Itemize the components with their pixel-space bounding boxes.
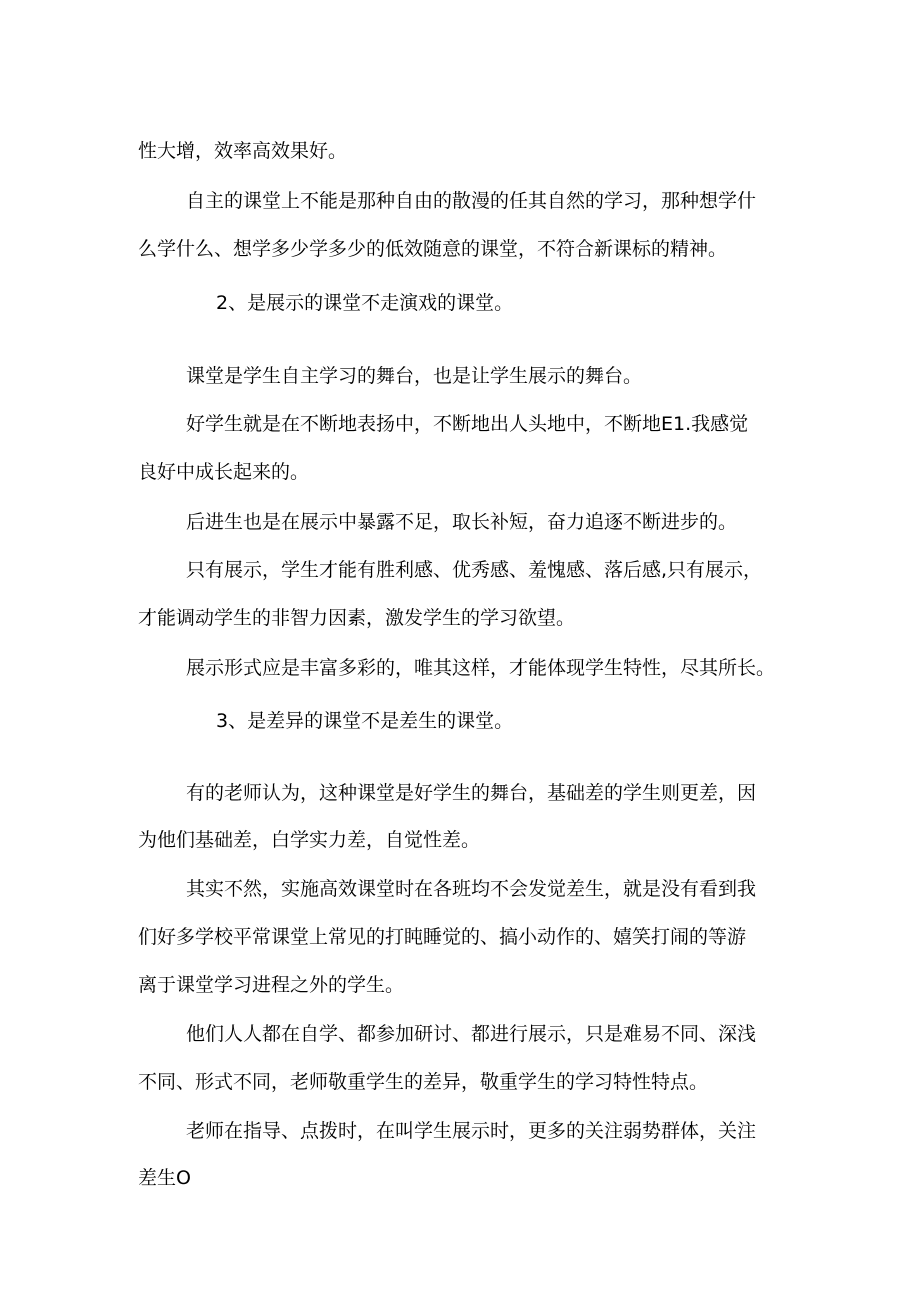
paragraph-line: 良好中成长起来的。 bbox=[138, 461, 310, 483]
paragraph-line: 自主的课堂上不能是那种自由的散漫的任其自然的学习，那种想学什 bbox=[186, 190, 757, 212]
paragraph-line: 其实不然，实施高效课堂时在各班均不会发觉差生，就是没有看到我 bbox=[186, 878, 757, 900]
paragraph-line: 课堂是学生自主学习的舞台，也是让学生展示的舞台。 bbox=[186, 365, 643, 387]
section-heading-3: 3、是差异的课堂不是差生的课堂。 bbox=[216, 710, 514, 732]
paragraph-line: 只有展示，学生才能有胜利感、优秀感、羞愧感、落后感,只有展示， bbox=[186, 559, 763, 581]
paragraph-line: 差生O bbox=[138, 1167, 191, 1189]
paragraph-line: 么学什么、想学多少学多少的低效随意的课堂，不符合新课标的精神。 bbox=[138, 238, 728, 260]
paragraph-line: 后进生也是在展示中暴露不足，取长补短，奋力追逐不断进步的。 bbox=[186, 511, 738, 533]
paragraph-line: 才能调动学生的非智力因素，激发学生的学习欲望。 bbox=[138, 607, 576, 629]
paragraph-line: 离于课堂学习进程之外的学生。 bbox=[138, 974, 405, 996]
paragraph-line: 他们人人都在自学、都参加研讨、都进行展示，只是难易不同、深浅 bbox=[186, 1023, 757, 1045]
paragraph-line: 们好多学校平常课堂上常见的打盹睡觉的、搞小动作的、嬉笑打闹的等游 bbox=[138, 926, 747, 948]
section-heading-2: 2、是展示的课堂不走演戏的课堂。 bbox=[216, 292, 514, 314]
paragraph-line: 展示形式应是丰富多彩的，唯其这样，才能体现学生特性，尽其所长。 bbox=[186, 657, 776, 679]
paragraph-line: 性大增，效率高效果好。 bbox=[138, 140, 348, 162]
paragraph-line: 好学生就是在不断地表扬中，不断地出人头地中，不断地E1.我感觉 bbox=[186, 413, 749, 435]
paragraph-line: 不同、形式不同，老师敬重学生的差异，敬重学生的学习特性特点。 bbox=[138, 1071, 709, 1093]
paragraph-line: 有的老师认为，这种课堂是好学生的舞台，基础差的学生则更差，因 bbox=[186, 782, 757, 804]
paragraph-line: 老师在指导、点拨时，在叫学生展示时，更多的关注弱势群体，关注 bbox=[186, 1120, 757, 1142]
paragraph-line: 为他们基础差，白学实力差，自觉性差。 bbox=[138, 829, 481, 851]
